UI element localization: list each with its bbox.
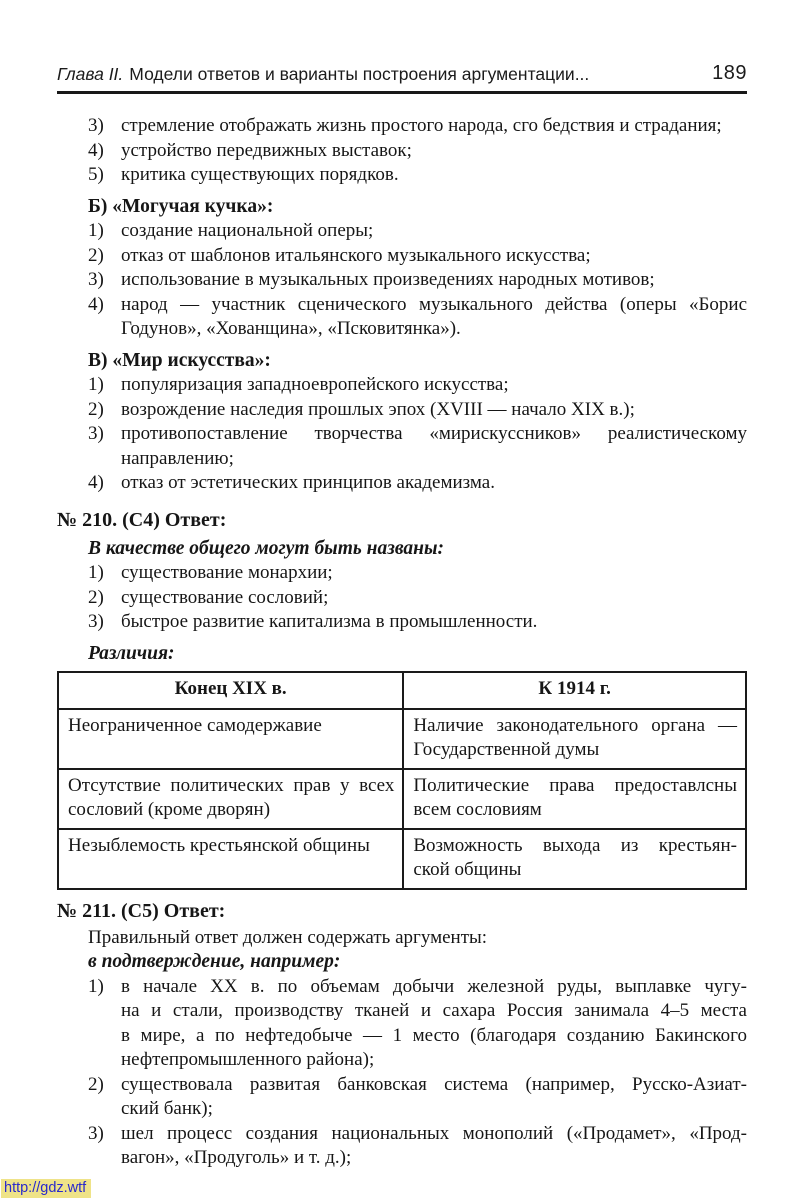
chapter-title: Модели ответов и варианты построения аргументации... bbox=[129, 64, 590, 84]
item-text bbox=[121, 610, 747, 635]
list-item bbox=[88, 422, 747, 471]
item-text bbox=[121, 975, 747, 1073]
text-line: Неограниченное самодержавие bbox=[68, 714, 322, 736]
task-211-sublead: в подтверждение, например: bbox=[88, 951, 341, 972]
running-header bbox=[57, 62, 747, 94]
text-line: критика существующих порядков. bbox=[121, 164, 399, 185]
section-heading-b: Б) «Могучая кучка»: bbox=[88, 195, 274, 217]
item-number: 3) bbox=[88, 611, 104, 632]
table-cell bbox=[403, 709, 746, 769]
item-text bbox=[121, 422, 747, 471]
text-line: противопоставление творчества «мирискуссников» реалистическому bbox=[121, 423, 747, 444]
intro-list bbox=[88, 114, 747, 188]
item-text bbox=[121, 398, 747, 423]
list-item bbox=[88, 975, 747, 1073]
text-line: Политические права предоставлсны bbox=[413, 774, 737, 796]
text-line: стремление отображать жизнь простого народа, сго бедствия и страдания; bbox=[121, 115, 722, 136]
list-item bbox=[88, 244, 747, 269]
page-number: 189 bbox=[712, 62, 747, 84]
list-item bbox=[88, 1122, 747, 1171]
item-text bbox=[121, 244, 747, 269]
item-text bbox=[121, 561, 747, 586]
item-text bbox=[121, 1122, 747, 1171]
running-header-title bbox=[57, 64, 589, 85]
item-text bbox=[121, 163, 747, 188]
item-number: 2) bbox=[88, 586, 104, 608]
item-text bbox=[121, 586, 747, 611]
table-cell bbox=[403, 829, 746, 889]
text-line: устройство передвижных выставок; bbox=[121, 139, 412, 161]
item-number: 4) bbox=[88, 139, 104, 161]
list-item bbox=[88, 471, 747, 496]
text-line: возрождение наследия прошлых эпох (XVIII — начало XIX в.); bbox=[121, 398, 635, 420]
section-heading-v: В) «Мир искусства»: bbox=[88, 349, 271, 371]
text-line: Государственной думы bbox=[413, 739, 600, 760]
item-text bbox=[121, 219, 747, 244]
item-number: 3) bbox=[88, 269, 104, 290]
table-header-cell: К 1914 г. bbox=[403, 672, 746, 709]
list-item bbox=[88, 219, 747, 244]
text-line: ской общины bbox=[413, 859, 522, 880]
text-line: Наличие законодательного органа — bbox=[413, 714, 737, 736]
item-text bbox=[121, 268, 747, 293]
list-item bbox=[88, 610, 747, 635]
list-item bbox=[88, 268, 747, 293]
text-line: всем сословиям bbox=[413, 799, 542, 820]
list-item bbox=[88, 398, 747, 423]
text-line: народ — участник сценического музыкального действа (оперы «Борис bbox=[121, 293, 747, 315]
table-row bbox=[58, 709, 746, 769]
text-line: нефтепромышленного района); bbox=[121, 1049, 375, 1070]
table-header-row bbox=[58, 672, 746, 709]
list-item bbox=[88, 1073, 747, 1122]
text-line: в начале XX в. по объемам добычи железной руды, выплавке чугу- bbox=[121, 975, 747, 997]
chapter-label: Глава II. bbox=[57, 64, 124, 84]
text-line: сословий (кроме дворян) bbox=[68, 799, 271, 820]
table-row bbox=[58, 829, 746, 889]
item-number: 3) bbox=[88, 423, 104, 444]
task-211-list bbox=[88, 975, 747, 1171]
table-cell bbox=[58, 709, 403, 769]
list-item bbox=[88, 293, 747, 342]
text-line: в мире, а по нефтедобыче — 1 место (благодаря созданию Бакинского bbox=[121, 1024, 747, 1046]
item-text bbox=[121, 1073, 747, 1122]
text-line: Незыблемость крестьянской общины bbox=[68, 834, 370, 856]
item-number: 5) bbox=[88, 164, 104, 185]
item-number: 3) bbox=[88, 1122, 104, 1144]
text-line: направлению; bbox=[121, 447, 234, 469]
item-text bbox=[121, 471, 747, 496]
differences-label: Различия: bbox=[88, 642, 175, 664]
item-number: 3) bbox=[88, 115, 104, 136]
table-cell bbox=[403, 769, 746, 829]
text-line: Отсутствие политических прав у всех bbox=[68, 774, 395, 796]
text-line: существовала развитая банковская система (например, Русско-Азиат- bbox=[121, 1073, 747, 1095]
task-210-heading: № 210. (С4) Ответ: bbox=[57, 508, 227, 531]
item-number: 1) bbox=[88, 975, 104, 997]
text-line: на и стали, производству тканей и сахара Россия занимала 4–5 места bbox=[121, 1000, 747, 1021]
item-number: 2) bbox=[88, 1073, 104, 1095]
text-line: создание национальной оперы; bbox=[121, 220, 374, 241]
list-item bbox=[88, 586, 747, 611]
text-line: популяризация западноевропейского искусства; bbox=[121, 374, 509, 395]
watermark-link[interactable]: http://gdz.wtf bbox=[1, 1179, 91, 1198]
item-number: 4) bbox=[88, 293, 104, 315]
table-cell bbox=[58, 769, 403, 829]
text-line: отказ от эстетических принципов академизма. bbox=[121, 472, 495, 493]
item-text bbox=[121, 139, 747, 164]
item-number: 1) bbox=[88, 374, 104, 395]
item-number: 1) bbox=[88, 220, 104, 241]
text-line: вагон», «Продуголь» и т. д.); bbox=[121, 1147, 352, 1168]
text-line: ский банк); bbox=[121, 1098, 213, 1119]
table-header-cell: Конец XIX в. bbox=[58, 672, 403, 709]
section-b-list bbox=[88, 219, 747, 342]
list-item bbox=[88, 139, 747, 164]
item-text bbox=[121, 373, 747, 398]
text-line: быстрое развитие капитализма в промышленности. bbox=[121, 611, 538, 632]
task-211-lead: Правильный ответ должен содержать аргументы: bbox=[88, 926, 488, 948]
text-line: существование монархии; bbox=[121, 562, 333, 583]
text-line: шел процесс создания национальных монополий («Продамет», «Прод- bbox=[121, 1122, 747, 1144]
list-item bbox=[88, 561, 747, 586]
item-number: 1) bbox=[88, 562, 104, 583]
list-item bbox=[88, 114, 747, 139]
text-line: Годунов», «Хованщина», «Псковитянка»). bbox=[121, 318, 461, 339]
text-line: Возможность выхода из крестьян- bbox=[413, 834, 737, 856]
item-number: 4) bbox=[88, 472, 104, 493]
item-number: 2) bbox=[88, 244, 104, 266]
item-number: 2) bbox=[88, 398, 104, 420]
table-row bbox=[58, 769, 746, 829]
task-211-heading: № 211. (С5) Ответ: bbox=[57, 899, 226, 922]
section-v-list bbox=[88, 373, 747, 496]
table-cell bbox=[58, 829, 403, 889]
list-item bbox=[88, 163, 747, 188]
task-210-lead: В качестве общего могут быть названы: bbox=[88, 537, 445, 559]
item-text bbox=[121, 114, 747, 139]
task-210-list bbox=[88, 561, 747, 635]
item-text bbox=[121, 293, 747, 342]
text-line: отказ от шаблонов итальянского музыкального искусства; bbox=[121, 244, 591, 266]
comparison-table bbox=[57, 671, 747, 890]
text-line: существование сословий; bbox=[121, 586, 329, 608]
list-item bbox=[88, 373, 747, 398]
text-line: использование в музыкальных произведениях народных мотивов; bbox=[121, 269, 655, 290]
